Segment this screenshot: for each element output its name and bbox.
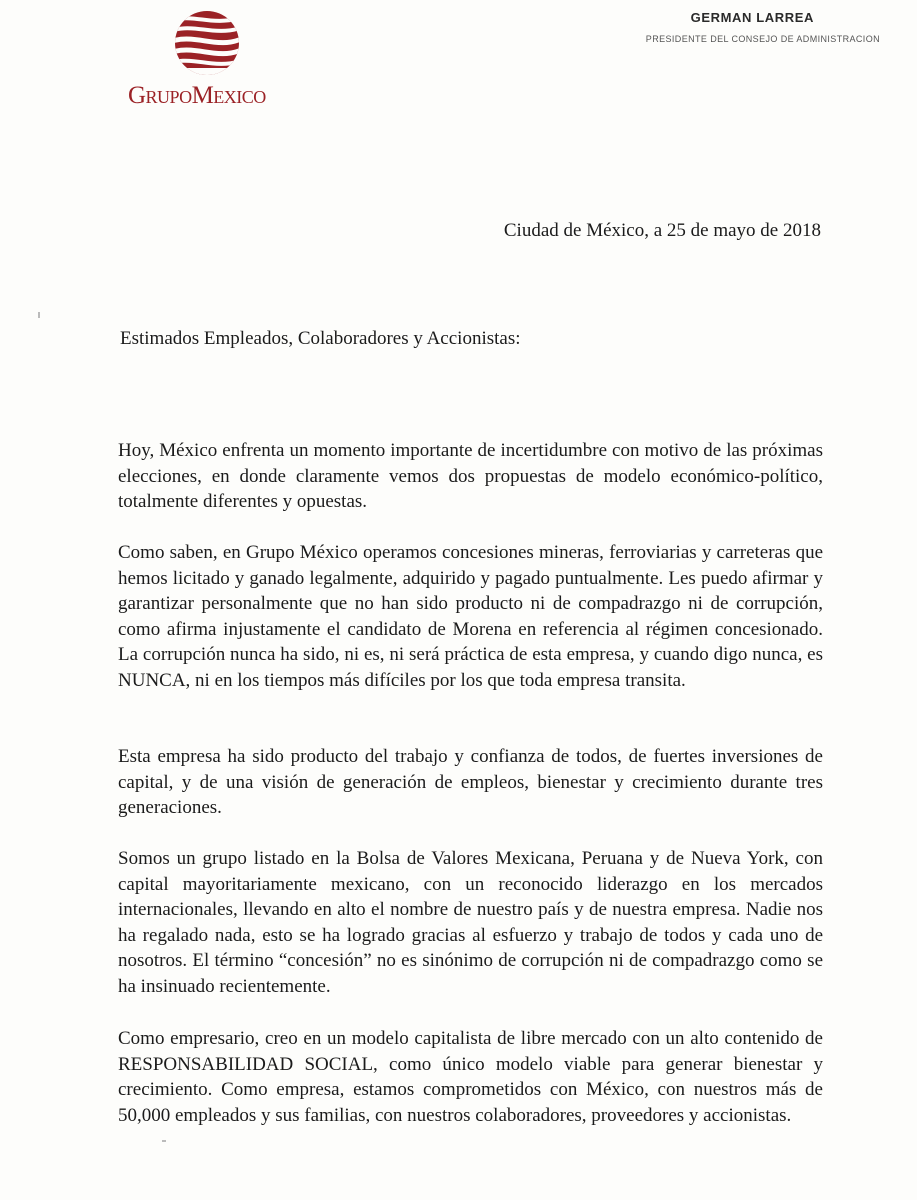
letterhead-signatory — [645, 10, 880, 44]
letter-salutation: Estimados Empleados, Colaboradores y Accionistas: — [120, 328, 521, 349]
scan-speck — [38, 312, 40, 318]
signatory-title: PRESIDENTE DEL CONSEJO DE ADMINISTRACION — [645, 34, 880, 44]
letter-paragraph-5: Como empresario, creo en un modelo capitalista de libre mercado con un alto contenido de RESPONSABILIDAD SOCIAL, como único modelo viable para generar bienestar y crecimiento. Como empresa, estamos comprometidos con México, con nuestros más de 50,000 empleados y sus familias, con nuestros colaboradores, proveedores y accionistas. — [118, 1028, 823, 1126]
scan-speck — [162, 1140, 166, 1142]
company-name: GrupoMexico — [128, 82, 266, 109]
letter-paragraph-2: Como saben, en Grupo México operamos concesiones mineras, ferroviarias y carreteras que hemos licitado y ganado legalmente, adquirido y pagado puntualmente. Les puedo afirmar y garantizar personalmente que no han sido producto ni de compadrazgo ni de corrupción, como afirma injustamente el candidato de Morena en referencia al régimen concesionado. La corrupción nunca ha sido, ni es, ni será práctica de esta empresa, y cuando digo nunca, es NUNCA, ni en los tiempos más difíciles por los que toda empresa transita. — [118, 542, 823, 691]
letter-paragraph-4: Somos un grupo listado en la Bolsa de Valores Mexicana, Peruana y de Nueva York, con capital mayoritariamente mexicano, con un reconocido liderazgo en los mercados internacionales, llevando en alto el nombre de nuestro país y de nuestra empresa. Nadie nos ha regalado nada, esto se ha logrado gracias al esfuerzo y trabajo de todos y cada uno de nosotros. El término “concesión” no es sinónimo de corrupción ni de compadrazgo como se ha insinuado recientemente. — [118, 848, 823, 997]
grupo-mexico-logo-icon — [174, 10, 240, 76]
letter-date: Ciudad de México, a 25 de mayo de 2018 — [503, 220, 821, 241]
letter-paragraph-3: Esta empresa ha sido producto del trabajo y confianza de todos, de fuertes inversiones de capital, y de una visión de generación de empleos, bienestar y crecimiento durante tres generaciones. — [118, 746, 823, 818]
signatory-name: GERMAN LARREA — [690, 10, 814, 25]
company-logo — [126, 10, 296, 110]
letter-paragraph-1: Hoy, México enfrenta un momento importante de incertidumbre con motivo de las próximas elecciones, en donde claramente vemos dos propuestas de modelo económico-político, totalmente diferentes y opuestas. — [118, 440, 823, 512]
